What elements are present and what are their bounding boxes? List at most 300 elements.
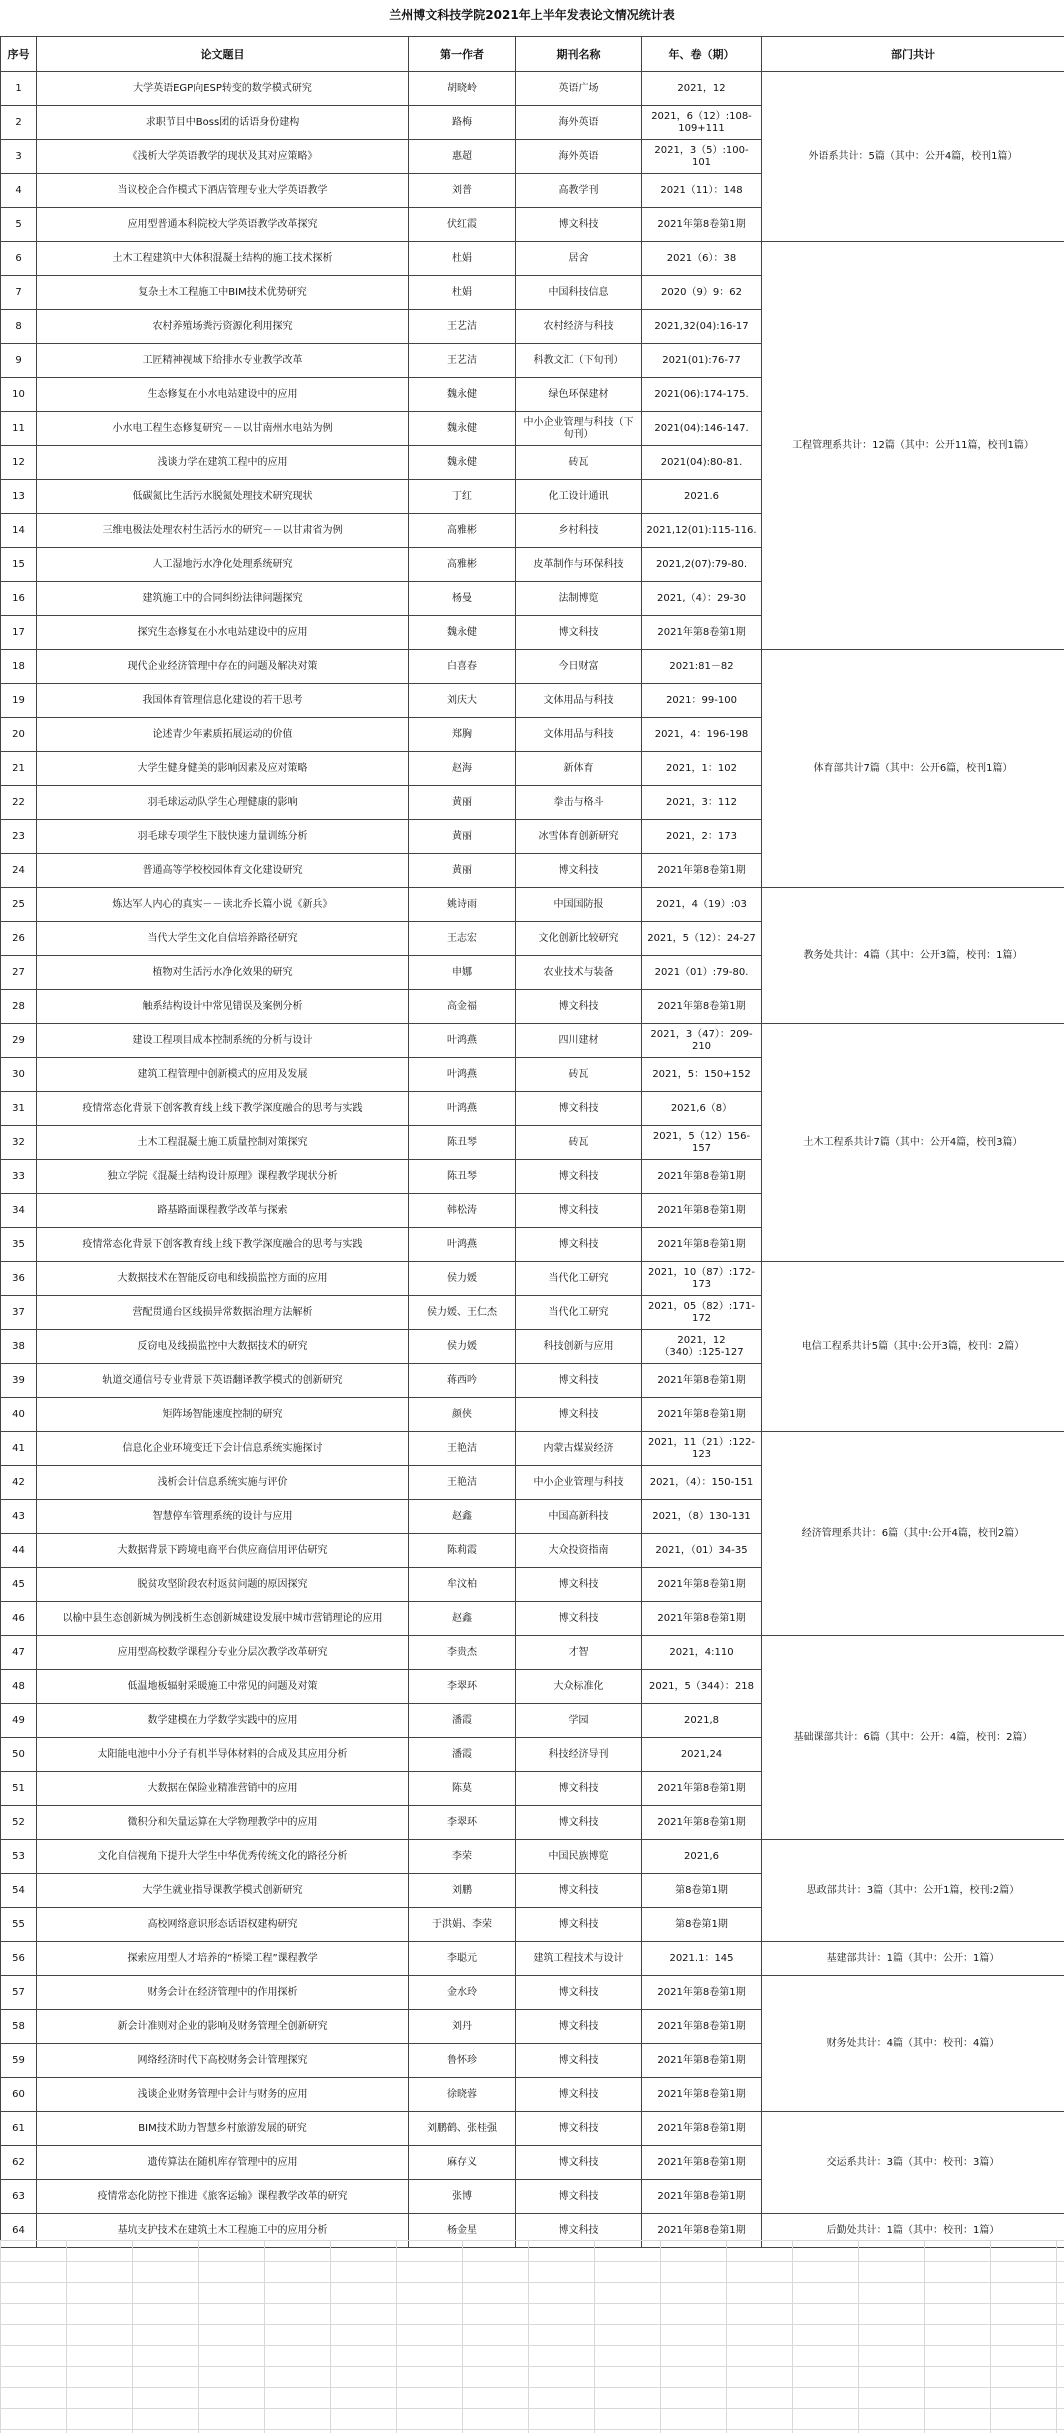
first-author: 王艳洁	[409, 1466, 516, 1500]
volume-issue: 2021(04):80-81.	[642, 446, 762, 480]
volume-issue: 2021，1：102	[642, 752, 762, 786]
volume-issue: 2021,12(01):115-116.	[642, 514, 762, 548]
first-author: 徐晓蓉	[409, 2078, 516, 2112]
paper-title: 信息化企业环境变迁下会计信息系统实施探讨	[37, 1432, 409, 1466]
table-row	[1, 1262, 1064, 1296]
row-index: 40	[1, 1398, 37, 1432]
paper-title: 大数据技术在智能反窃电和线损监控方面的应用	[37, 1262, 409, 1296]
volume-issue: 2021（6）：38	[642, 242, 762, 276]
volume-issue: 2021年第8卷第1期	[642, 2078, 762, 2112]
journal-name: 大众标准化	[516, 1670, 642, 1704]
journal-name: 博文科技	[516, 2146, 642, 2180]
first-author: 郑胸	[409, 718, 516, 752]
row-index: 56	[1, 1942, 37, 1976]
first-author: 刘庆大	[409, 684, 516, 718]
journal-name: 博文科技	[516, 1092, 642, 1126]
journal-name: 居舍	[516, 242, 642, 276]
first-author: 高金福	[409, 990, 516, 1024]
volume-issue: 2021年第8卷第1期	[642, 1364, 762, 1398]
volume-issue: 2021年第8卷第1期	[642, 2146, 762, 2180]
volume-issue: 2021年第8卷第1期	[642, 1806, 762, 1840]
journal-name: 科教文汇（下旬刊）	[516, 344, 642, 378]
row-index: 53	[1, 1840, 37, 1874]
paper-title: 疫情常态化背景下创客教育线上线下教学深度融合的思考与实践	[37, 1092, 409, 1126]
volume-issue: 2021年第8卷第1期	[642, 1976, 762, 2010]
paper-title: 当议校企合作模式下酒店管理专业大学英语教学	[37, 174, 409, 208]
volume-issue: 2021，11（21）:122-123	[642, 1432, 762, 1466]
journal-name: 才智	[516, 1636, 642, 1670]
row-index: 61	[1, 2112, 37, 2146]
first-author: 丁红	[409, 480, 516, 514]
first-author: 黄丽	[409, 820, 516, 854]
journal-name: 今日财富	[516, 650, 642, 684]
row-index: 18	[1, 650, 37, 684]
volume-issue: 2021,6（8）	[642, 1092, 762, 1126]
journal-name: 农村经济与科技	[516, 310, 642, 344]
first-author: 陈莫	[409, 1772, 516, 1806]
paper-title: 应用型高校数学课程分专业分层次教学改革研究	[37, 1636, 409, 1670]
volume-issue: 2021，（8）130-131	[642, 1500, 762, 1534]
row-index: 46	[1, 1602, 37, 1636]
journal-name: 拳击与格斗	[516, 786, 642, 820]
row-index: 47	[1, 1636, 37, 1670]
row-index: 31	[1, 1092, 37, 1126]
first-author: 申娜	[409, 956, 516, 990]
journal-name: 文化创新比较研究	[516, 922, 642, 956]
row-index: 26	[1, 922, 37, 956]
volume-issue: 2021,（4）：29-30	[642, 582, 762, 616]
volume-issue: 2021，5（12）156-157	[642, 1126, 762, 1160]
paper-title: 触系结构设计中常见错误及案例分析	[37, 990, 409, 1024]
paper-title: 浅谈企业财务管理中会计与财务的应用	[37, 2078, 409, 2112]
table-row	[1, 242, 1064, 276]
row-index: 11	[1, 412, 37, 446]
volume-issue: 2021年第8卷第1期	[642, 1228, 762, 1262]
header-journal-name: 期刊名称	[516, 37, 642, 72]
row-index: 29	[1, 1024, 37, 1058]
journal-name: 中小企业管理与科技	[516, 1466, 642, 1500]
volume-issue: 2021，4（19）:03	[642, 888, 762, 922]
paper-title: BIM技术助力智慧乡村旅游发展的研究	[37, 2112, 409, 2146]
row-index: 2	[1, 106, 37, 140]
paper-title: 大学生健身健美的影响因素及应对策略	[37, 752, 409, 786]
journal-name: 博文科技	[516, 1874, 642, 1908]
journal-name: 法制博览	[516, 582, 642, 616]
row-index: 36	[1, 1262, 37, 1296]
paper-title: 疫情常态化防控下推进《旅客运输》课程教学改革的研究	[37, 2180, 409, 2214]
row-index: 35	[1, 1228, 37, 1262]
row-index: 17	[1, 616, 37, 650]
table-row	[1, 650, 1064, 684]
paper-title: 普通高等学校校园体育文化建设研究	[37, 854, 409, 888]
paper-title: 大学英语EGP向ESP转变的数学模式研究	[37, 72, 409, 106]
table-body	[1, 72, 1064, 2248]
journal-name: 博文科技	[516, 1568, 642, 1602]
first-author: 姚诗雨	[409, 888, 516, 922]
volume-issue: 2021年第8卷第1期	[642, 1772, 762, 1806]
table-row	[1, 1636, 1064, 1670]
row-index: 21	[1, 752, 37, 786]
paper-title: 低温地板辐射采暖施工中常见的问题及对策	[37, 1670, 409, 1704]
volume-issue: 2021年第8卷第1期	[642, 2112, 762, 2146]
paper-title: 遗传算法在随机库存管理中的应用	[37, 2146, 409, 2180]
first-author: 魏永健	[409, 616, 516, 650]
paper-title: 疫情常态化背景下创客教育线上线下教学深度融合的思考与实践	[37, 1228, 409, 1262]
paper-title: 数学建模在力学数学实践中的应用	[37, 1704, 409, 1738]
row-index: 55	[1, 1908, 37, 1942]
journal-name: 农业技术与装备	[516, 956, 642, 990]
volume-issue: 2021年第8卷第1期	[642, 2044, 762, 2078]
first-author: 陈莉霞	[409, 1534, 516, 1568]
first-author: 黄丽	[409, 786, 516, 820]
volume-issue: 2021年第8卷第1期	[642, 208, 762, 242]
row-index: 3	[1, 140, 37, 174]
journal-name: 海外英语	[516, 140, 642, 174]
first-author: 侯力媛、王仁杰	[409, 1296, 516, 1330]
row-index: 59	[1, 2044, 37, 2078]
first-author: 王艺洁	[409, 344, 516, 378]
volume-issue: 2021，10（87）:172-173	[642, 1262, 762, 1296]
paper-title: 我国体育管理信息化建设的若干思考	[37, 684, 409, 718]
first-author: 李翠环	[409, 1806, 516, 1840]
row-index: 16	[1, 582, 37, 616]
row-index: 5	[1, 208, 37, 242]
paper-title: 工匠精神视域下给排水专业教学改革	[37, 344, 409, 378]
volume-issue: 2021，12（340）:125-127	[642, 1330, 762, 1364]
first-author: 叶鸿燕	[409, 1228, 516, 1262]
first-author: 潘霞	[409, 1704, 516, 1738]
volume-issue: 2021年第8卷第1期	[642, 1160, 762, 1194]
paper-title: 论述青少年素质拓展运动的价值	[37, 718, 409, 752]
volume-issue: 2021，3（47）：209-210	[642, 1024, 762, 1058]
journal-name: 砖瓦	[516, 1126, 642, 1160]
first-author: 牟汶柏	[409, 1568, 516, 1602]
row-index: 4	[1, 174, 37, 208]
row-index: 28	[1, 990, 37, 1024]
paper-title: 生态修复在小水电站建设中的应用	[37, 378, 409, 412]
journal-name: 科技创新与应用	[516, 1330, 642, 1364]
table-row	[1, 1942, 1064, 1976]
first-author: 叶鸿燕	[409, 1092, 516, 1126]
volume-issue: 2021，4:110	[642, 1636, 762, 1670]
volume-issue: 2021年第8卷第1期	[642, 2180, 762, 2214]
journal-name: 文体用品与科技	[516, 684, 642, 718]
row-index: 44	[1, 1534, 37, 1568]
paper-title: 《浅析大学英语教学的现状及其对应策略》	[37, 140, 409, 174]
table-row	[1, 72, 1064, 106]
first-author: 李贵杰	[409, 1636, 516, 1670]
paper-title: 新会计准则对企业的影响及财务管理全创新研究	[37, 2010, 409, 2044]
paper-title: 太阳能电池中小分子有机半导体材料的合成及其应用分析	[37, 1738, 409, 1772]
journal-name: 博文科技	[516, 854, 642, 888]
paper-title: 探究生态修复在小水电站建设中的应用	[37, 616, 409, 650]
paper-title: 羽毛球运动队学生心理健康的影响	[37, 786, 409, 820]
first-author: 刘鹏	[409, 1874, 516, 1908]
journal-name: 博文科技	[516, 2112, 642, 2146]
first-author: 杜娟	[409, 276, 516, 310]
journal-name: 乡村科技	[516, 514, 642, 548]
header-index: 序号	[1, 37, 37, 72]
volume-issue: 2021(04):146-147.	[642, 412, 762, 446]
row-index: 63	[1, 2180, 37, 2214]
volume-issue: 2021,24	[642, 1738, 762, 1772]
volume-issue: 2021，（01）34-35	[642, 1534, 762, 1568]
journal-name: 中国高新科技	[516, 1500, 642, 1534]
department-total: 交运系共计：3篇（其中：校刊：3篇）	[762, 2112, 1064, 2214]
first-author: 赵鑫	[409, 1602, 516, 1636]
first-author: 杨曼	[409, 582, 516, 616]
paper-title: 网络经济时代下高校财务会计管理探究	[37, 2044, 409, 2078]
paper-title: 建筑施工中的合同纠纷法律问题探究	[37, 582, 409, 616]
paper-title: 大学生就业指导课教学模式创新研究	[37, 1874, 409, 1908]
row-index: 22	[1, 786, 37, 820]
volume-issue: 2021(01):76-77	[642, 344, 762, 378]
first-author: 侯力媛	[409, 1262, 516, 1296]
volume-issue: 2021,6	[642, 1840, 762, 1874]
header-row	[1, 37, 1064, 72]
row-index: 30	[1, 1058, 37, 1092]
journal-name: 皮革制作与环保科技	[516, 548, 642, 582]
department-total: 经济管理系共计：6篇（其中:公开4篇，校刊2篇）	[762, 1432, 1064, 1636]
department-total: 工程管理系共计：12篇（其中：公开11篇，校刊1篇）	[762, 242, 1064, 650]
journal-name: 中国科技信息	[516, 276, 642, 310]
volume-issue: 2021.6	[642, 480, 762, 514]
first-author: 高雅彬	[409, 514, 516, 548]
paper-title: 智慧停车管理系统的设计与应用	[37, 1500, 409, 1534]
first-author: 颜侠	[409, 1398, 516, 1432]
first-author: 魏永健	[409, 412, 516, 446]
row-index: 57	[1, 1976, 37, 2010]
paper-title: 高校网络意识形态话语权建构研究	[37, 1908, 409, 1942]
paper-title: 反窃电及线损监控中大数据技术的研究	[37, 1330, 409, 1364]
row-index: 42	[1, 1466, 37, 1500]
paper-title: 独立学院《混凝土结构设计原理》课程教学现状分析	[37, 1160, 409, 1194]
row-index: 10	[1, 378, 37, 412]
row-index: 20	[1, 718, 37, 752]
journal-name: 建筑工程技术与设计	[516, 1942, 642, 1976]
row-index: 45	[1, 1568, 37, 1602]
journal-name: 博文科技	[516, 2078, 642, 2112]
journal-name: 四川建材	[516, 1024, 642, 1058]
row-index: 24	[1, 854, 37, 888]
department-total: 电信工程系共计5篇（其中:公开3篇，校刊：2篇）	[762, 1262, 1064, 1432]
journal-name: 博文科技	[516, 2214, 642, 2248]
paper-title: 轨道交通信号专业背景下英语翻译教学模式的创新研究	[37, 1364, 409, 1398]
row-index: 23	[1, 820, 37, 854]
paper-title: 羽毛球专项学生下肢快速力量训练分析	[37, 820, 409, 854]
journal-name: 海外英语	[516, 106, 642, 140]
paper-title: 大数据背景下跨境电商平台供应商信用评估研究	[37, 1534, 409, 1568]
paper-title: 微积分和矢量运算在大学物理教学中的应用	[37, 1806, 409, 1840]
paper-title: 浅谈力学在建筑工程中的应用	[37, 446, 409, 480]
paper-title: 脱贫攻坚阶段农村返贫问题的原因探究	[37, 1568, 409, 1602]
volume-issue: 2021，12	[642, 72, 762, 106]
volume-issue: 2021,32(04):16-17	[642, 310, 762, 344]
journal-name: 博文科技	[516, 1806, 642, 1840]
journal-name: 中国民族博览	[516, 1840, 642, 1874]
first-author: 陈丑琴	[409, 1126, 516, 1160]
paper-title: 复杂土木工程施工中BIM技术优势研究	[37, 276, 409, 310]
journal-name: 博文科技	[516, 1194, 642, 1228]
journal-name: 当代化工研究	[516, 1262, 642, 1296]
journal-name: 博文科技	[516, 1976, 642, 2010]
journal-name: 绿色环保建材	[516, 378, 642, 412]
department-total: 土木工程系共计7篇（其中：公开4篇，校刊3篇）	[762, 1024, 1064, 1262]
journal-name: 高教学刊	[516, 174, 642, 208]
paper-title: 当代大学生文化自信培养路径研究	[37, 922, 409, 956]
paper-title: 土木工程建筑中大体积混凝土结构的施工技术探析	[37, 242, 409, 276]
paper-statistics-table	[0, 36, 1064, 2248]
first-author: 黄丽	[409, 854, 516, 888]
volume-issue: 2021，5（344）：218	[642, 1670, 762, 1704]
volume-issue: 2021年第8卷第1期	[642, 854, 762, 888]
row-index: 15	[1, 548, 37, 582]
row-index: 8	[1, 310, 37, 344]
row-index: 33	[1, 1160, 37, 1194]
first-author: 王志宏	[409, 922, 516, 956]
first-author: 潘霞	[409, 1738, 516, 1772]
first-author: 白喜春	[409, 650, 516, 684]
header-paper-title: 论文题目	[37, 37, 409, 72]
first-author: 刘鹏鹤、张桂强	[409, 2112, 516, 2146]
journal-name: 科技经济导刊	[516, 1738, 642, 1772]
department-total: 体育部共计7篇（其中：公开6篇，校刊1篇）	[762, 650, 1064, 888]
first-author: 鲁怀珍	[409, 2044, 516, 2078]
journal-name: 中小企业管理与科技（下旬刊）	[516, 412, 642, 446]
journal-name: 博文科技	[516, 1398, 642, 1432]
row-index: 9	[1, 344, 37, 378]
paper-title: 营配贯通台区线损异常数据治理方法解析	[37, 1296, 409, 1330]
first-author: 杨金星	[409, 2214, 516, 2248]
paper-title: 应用型普通本科院校大学英语教学改革探究	[37, 208, 409, 242]
journal-name: 博文科技	[516, 1772, 642, 1806]
first-author: 胡晓岭	[409, 72, 516, 106]
paper-title: 植物对生活污水净化效果的研究	[37, 956, 409, 990]
row-index: 6	[1, 242, 37, 276]
paper-title: 农村养殖场粪污资源化利用探究	[37, 310, 409, 344]
first-author: 韩松涛	[409, 1194, 516, 1228]
volume-issue: 第8卷第1期	[642, 1874, 762, 1908]
journal-name: 砖瓦	[516, 1058, 642, 1092]
row-index: 62	[1, 2146, 37, 2180]
empty-spreadsheet-grid	[0, 2240, 1064, 2433]
journal-name: 博文科技	[516, 616, 642, 650]
row-index: 7	[1, 276, 37, 310]
paper-title: 财务会计在经济管理中的作用探析	[37, 1976, 409, 2010]
paper-title: 路基路面课程教学改革与探索	[37, 1194, 409, 1228]
volume-issue: 2021年第8卷第1期	[642, 1398, 762, 1432]
journal-name: 大众投资指南	[516, 1534, 642, 1568]
first-author: 魏永健	[409, 378, 516, 412]
volume-issue: 2021(06):174-175.	[642, 378, 762, 412]
paper-title: 三维电极法处理农村生活污水的研究－－以甘肃省为例	[37, 514, 409, 548]
journal-name: 博文科技	[516, 208, 642, 242]
volume-issue: 2021，（4）：150-151	[642, 1466, 762, 1500]
journal-name: 砖瓦	[516, 446, 642, 480]
row-index: 48	[1, 1670, 37, 1704]
paper-title: 大数据在保险业精准营销中的应用	[37, 1772, 409, 1806]
volume-issue: 2021年第8卷第1期	[642, 1602, 762, 1636]
first-author: 李聪元	[409, 1942, 516, 1976]
row-index: 38	[1, 1330, 37, 1364]
volume-issue: 2021年第8卷第1期	[642, 2010, 762, 2044]
first-author: 高雅彬	[409, 548, 516, 582]
first-author: 麻存义	[409, 2146, 516, 2180]
journal-name: 化工设计通讯	[516, 480, 642, 514]
journal-name: 内蒙古煤炭经济	[516, 1432, 642, 1466]
department-total: 教务处共计：4篇（其中：公开3篇，校刊：1篇）	[762, 888, 1064, 1024]
department-total: 基建部共计：1篇（其中：公开：1篇）	[762, 1942, 1064, 1976]
volume-issue: 2021年第8卷第1期	[642, 1194, 762, 1228]
row-index: 58	[1, 2010, 37, 2044]
first-author: 李荣	[409, 1840, 516, 1874]
first-author: 李翠环	[409, 1670, 516, 1704]
journal-name: 冰雪体育创新研究	[516, 820, 642, 854]
volume-issue: 第8卷第1期	[642, 1908, 762, 1942]
first-author: 魏永健	[409, 446, 516, 480]
journal-name: 博文科技	[516, 1364, 642, 1398]
volume-issue: 2021年第8卷第1期	[642, 2214, 762, 2248]
row-index: 37	[1, 1296, 37, 1330]
first-author: 路梅	[409, 106, 516, 140]
paper-title: 基坑支护技术在建筑土木工程施工中的应用分析	[37, 2214, 409, 2248]
journal-name: 新体育	[516, 752, 642, 786]
journal-name: 博文科技	[516, 2044, 642, 2078]
department-total: 外语系共计：5篇（其中：公开4篇，校刊1篇）	[762, 72, 1064, 242]
row-index: 49	[1, 1704, 37, 1738]
paper-title: 低碳氮比生活污水脱氮处理技术研究现状	[37, 480, 409, 514]
paper-title: 建筑工程管理中创新模式的应用及发展	[37, 1058, 409, 1092]
journal-name: 中国国防报	[516, 888, 642, 922]
row-index: 41	[1, 1432, 37, 1466]
volume-issue: 2021（01）:79-80.	[642, 956, 762, 990]
table-row	[1, 2112, 1064, 2146]
paper-title: 求职节目中Boss团的话语身份建构	[37, 106, 409, 140]
journal-name: 博文科技	[516, 990, 642, 1024]
volume-issue: 2021，5：150+152	[642, 1058, 762, 1092]
journal-name: 博文科技	[516, 1160, 642, 1194]
volume-issue: 2021年第8卷第1期	[642, 1568, 762, 1602]
volume-issue: 2021年第8卷第1期	[642, 616, 762, 650]
paper-title: 现代企业经济管理中存在的问题及解决对策	[37, 650, 409, 684]
volume-issue: 2021（11）：148	[642, 174, 762, 208]
volume-issue: 2021，3：112	[642, 786, 762, 820]
journal-name: 博文科技	[516, 1602, 642, 1636]
volume-issue: 2021，05（82）:171-172	[642, 1296, 762, 1330]
first-author: 叶鸿燕	[409, 1058, 516, 1092]
journal-name: 英语广场	[516, 72, 642, 106]
journal-name: 博文科技	[516, 1228, 642, 1262]
row-index: 50	[1, 1738, 37, 1772]
row-index: 43	[1, 1500, 37, 1534]
first-author: 赵海	[409, 752, 516, 786]
row-index: 54	[1, 1874, 37, 1908]
table-row	[1, 1024, 1064, 1058]
paper-title: 建设工程项目成本控制系统的分析与设计	[37, 1024, 409, 1058]
row-index: 12	[1, 446, 37, 480]
first-author: 王艳洁	[409, 1432, 516, 1466]
row-index: 32	[1, 1126, 37, 1160]
paper-title: 探索应用型人才培养的“桥梁工程”课程教学	[37, 1942, 409, 1976]
volume-issue: 2021，2：173	[642, 820, 762, 854]
journal-name: 学园	[516, 1704, 642, 1738]
volume-issue: 2020（9）9：62	[642, 276, 762, 310]
department-total: 财务处共计：4篇（其中：校刊：4篇）	[762, 1976, 1064, 2112]
paper-title: 矩阵场智能速度控制的研究	[37, 1398, 409, 1432]
paper-title: 土木工程混凝土施工质量控制对策探究	[37, 1126, 409, 1160]
table-row	[1, 888, 1064, 922]
row-index: 13	[1, 480, 37, 514]
